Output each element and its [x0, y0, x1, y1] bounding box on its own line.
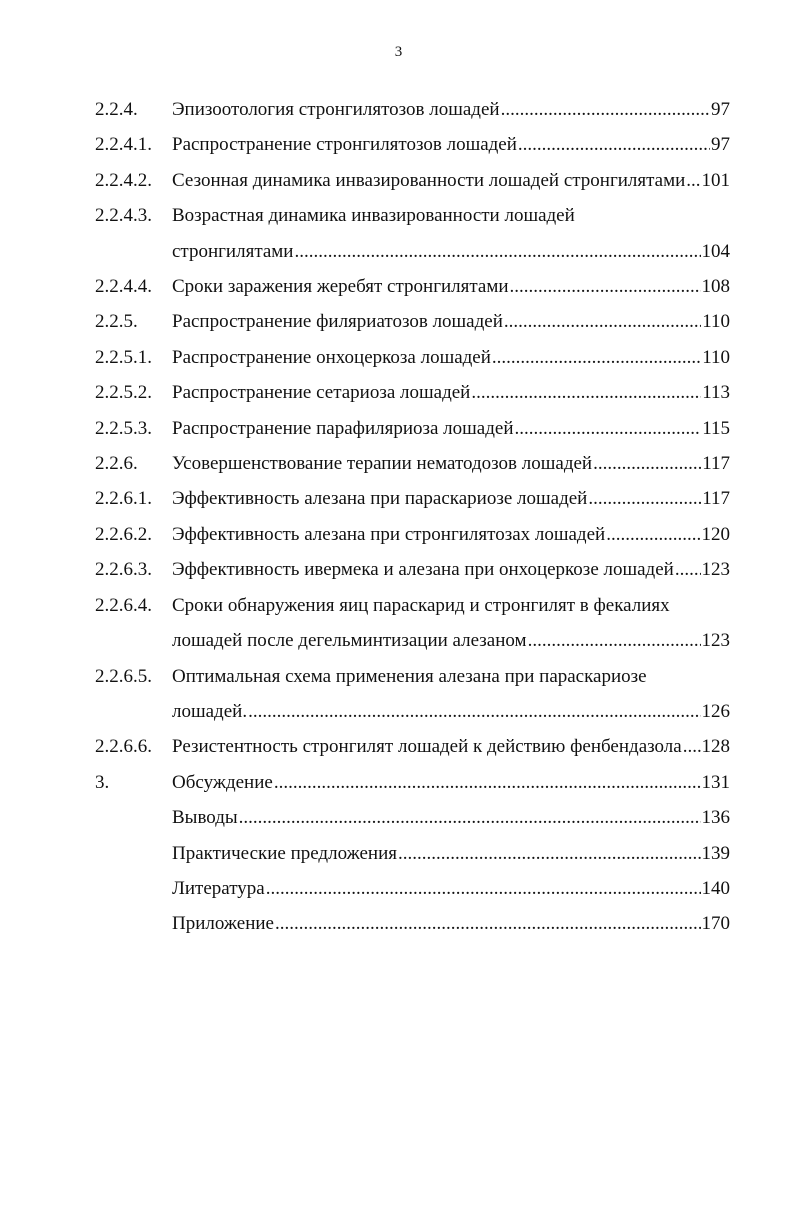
- toc-entry: [95, 906, 730, 941]
- toc-entry-page: 110: [702, 311, 730, 333]
- dot-leader: [510, 269, 701, 304]
- toc-entry-number: 2.2.6.: [95, 453, 138, 475]
- toc-entry-page: 140: [701, 877, 730, 899]
- toc-entry: [95, 340, 730, 375]
- toc-entry-number: 2.2.4.2.: [95, 169, 152, 191]
- toc-entry: [95, 481, 730, 516]
- dot-leader: [275, 906, 701, 941]
- toc-entry-leader: [172, 800, 702, 835]
- toc-entry-title: Усовершенствование терапии нематодозов лошадей: [172, 453, 593, 475]
- dot-leader: [528, 623, 701, 658]
- toc-entry: [95, 836, 730, 871]
- toc-entry-page: 117: [702, 488, 730, 510]
- toc-entry-title: лошадей после дегельминтизации алезаном: [172, 630, 527, 652]
- toc-entry-leader: [172, 906, 702, 941]
- toc-entry-title-line: Сроки обнаружения яиц параскарид и стронгилят в фекалиях: [172, 594, 670, 616]
- toc-entry-leader: [172, 234, 702, 269]
- toc-entry-leader: [172, 127, 711, 162]
- toc-entry-title: Сезонная динамика инвазированности лошадей стронгилятами: [172, 169, 686, 191]
- toc-entry-number: 2.2.6.6.: [95, 736, 152, 758]
- toc-entry: [95, 517, 730, 552]
- dot-leader: [398, 836, 701, 871]
- toc-entry-page: 113: [702, 382, 730, 404]
- toc-entry: [95, 446, 730, 481]
- toc-entry-number: 2.2.5.3.: [95, 417, 152, 439]
- toc-entry-number: 2.2.4.3.: [95, 205, 152, 227]
- toc-entry: [95, 127, 730, 162]
- toc-entry-number: 2.2.4.: [95, 99, 138, 120]
- toc-entry-title: Литература: [172, 877, 265, 899]
- toc-entry-page: 104: [701, 240, 730, 262]
- toc-entry-title: Резистентность стронгилят лошадей к действию фенбендазола: [172, 736, 682, 758]
- toc-entry-leader: [172, 340, 702, 375]
- dot-leader: [266, 871, 701, 906]
- dot-leader: [471, 375, 701, 410]
- toc-entry: [95, 729, 730, 764]
- toc-entry: [95, 871, 730, 906]
- dot-leader: [686, 163, 700, 198]
- toc-entry-page: 136: [701, 807, 730, 829]
- toc-entry-number: 2.2.6.1.: [95, 488, 152, 510]
- toc-entry-leader: [172, 836, 702, 871]
- dot-leader: [294, 234, 700, 269]
- dot-leader: [675, 552, 701, 587]
- toc-entry-leader: [172, 871, 702, 906]
- toc-entry-page: 120: [701, 523, 730, 545]
- toc-entry-leader: [172, 92, 711, 127]
- toc-entry-title: Обсуждение: [172, 771, 273, 793]
- dot-leader: [248, 694, 700, 729]
- toc-entry-page: 97: [711, 134, 730, 156]
- toc-entry-title: Выводы: [172, 807, 238, 829]
- toc-entry-leader: [172, 304, 702, 339]
- toc-entry: [95, 588, 730, 659]
- toc-entry-number: 2.2.6.4.: [95, 594, 152, 616]
- dot-leader: [504, 304, 701, 339]
- toc-entry-title-line: Оптимальная схема применения алезана при параскариозе: [172, 665, 647, 687]
- toc-entry-title: Сроки заражения жеребят стронгилятами: [172, 276, 509, 298]
- dot-leader: [515, 411, 702, 446]
- toc-entry-title: Приложение: [172, 913, 274, 935]
- toc-entry: [95, 92, 730, 127]
- toc-entry-title: Распространение сетариоза лошадей: [172, 382, 471, 404]
- toc-entry-page: 170: [701, 913, 730, 935]
- toc-entry-leader: [172, 481, 702, 516]
- toc-entry-number: 2.2.5.2.: [95, 382, 152, 404]
- dot-leader: [593, 446, 701, 481]
- toc-entry-title: Распространение стронгилятозов лошадей: [172, 134, 517, 156]
- toc-entry-number: 2.2.6.3.: [95, 559, 152, 581]
- dot-leader: [239, 800, 701, 835]
- toc-entry-leader: [172, 729, 702, 764]
- page-number: 3: [394, 44, 403, 60]
- toc-entry-page: 101: [701, 169, 730, 191]
- toc-entry-page: 115: [702, 417, 730, 439]
- toc-entry: [95, 765, 730, 800]
- toc-entry-number: 2.2.5.1.: [95, 346, 152, 368]
- toc-entry-number: 3.: [95, 771, 110, 793]
- toc-entry-page: 117: [702, 453, 730, 475]
- toc-entry-leader: [172, 375, 702, 410]
- toc-entry: [95, 800, 730, 835]
- toc-entry-page: 128: [701, 736, 730, 758]
- toc-entry-number: 2.2.6.2.: [95, 523, 152, 545]
- toc-entry-page: 139: [701, 842, 730, 864]
- toc-entry-number: 2.2.6.5.: [95, 665, 152, 687]
- toc-entry-page: 123: [701, 630, 730, 652]
- toc-entry-page: 110: [702, 346, 730, 368]
- dot-leader: [683, 729, 701, 764]
- table-of-contents: [95, 92, 730, 942]
- dot-leader: [518, 127, 710, 162]
- toc-entry-leader: [172, 446, 702, 481]
- dot-leader: [588, 481, 701, 516]
- toc-entry-title: Распространение парафиляриоза лошадей: [172, 417, 514, 439]
- dot-leader: [501, 92, 710, 127]
- toc-entry-title: Эпизоотология стронгилятозов лошадей: [172, 99, 500, 120]
- toc-entry-leader: [172, 163, 702, 198]
- toc-entry-number: 2.2.4.1.: [95, 134, 152, 156]
- toc-entry: [95, 411, 730, 446]
- toc-entry: [95, 304, 730, 339]
- toc-entry-leader: [172, 623, 702, 658]
- toc-entry-leader: [172, 411, 702, 446]
- toc-entry-leader: [172, 694, 702, 729]
- toc-entry-page: 131: [701, 771, 730, 793]
- toc-entry-page: 97: [711, 99, 730, 120]
- toc-entry-number: 2.2.4.4.: [95, 276, 152, 298]
- toc-entry-leader: [172, 765, 702, 800]
- toc-entry: [95, 163, 730, 198]
- dot-leader: [274, 765, 701, 800]
- toc-entry-title: Распространение филяриатозов лошадей: [172, 311, 503, 333]
- toc-entry-title: Эффективность алезана при стронгилятозах лошадей: [172, 523, 606, 545]
- dot-leader: [606, 517, 700, 552]
- toc-entry-leader: [172, 552, 702, 587]
- toc-entry-title: лошадей.: [172, 700, 248, 722]
- toc-entry-title: Эффективность алезана при параскариозе лошадей: [172, 488, 588, 510]
- toc-entry-number: 2.2.5.: [95, 311, 138, 333]
- toc-entry: [95, 375, 730, 410]
- toc-entry: [95, 269, 730, 304]
- toc-entry-page: 108: [701, 276, 730, 298]
- toc-entry-title: Распространение онхоцеркоза лошадей: [172, 346, 491, 368]
- toc-entry-title: Практические предложения: [172, 842, 397, 864]
- toc-entry-page: 126: [701, 700, 730, 722]
- toc-entry: [95, 552, 730, 587]
- toc-entry-title: Эффективность ивермека и алезана при онхоцеркозе лошадей: [172, 559, 674, 581]
- toc-entry-leader: [172, 517, 702, 552]
- toc-entry: [95, 659, 730, 730]
- toc-entry: [95, 198, 730, 269]
- toc-entry-title-line: Возрастная динамика инвазированности лошадей: [172, 205, 575, 227]
- toc-entry-title: стронгилятами: [172, 240, 294, 262]
- toc-entry-leader: [172, 269, 702, 304]
- toc-entry-page: 123: [701, 559, 730, 581]
- dot-leader: [492, 340, 701, 375]
